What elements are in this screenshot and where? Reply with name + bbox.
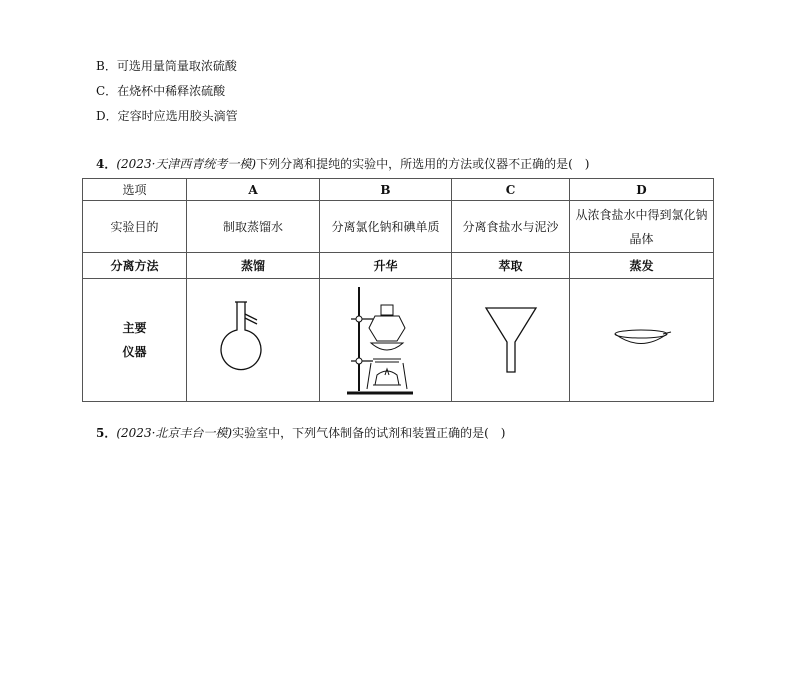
question-5-source: (2023·北京丰台一模) xyxy=(116,426,233,440)
sublimation-setup-icon xyxy=(341,283,431,398)
method-label: 分离方法 xyxy=(83,253,187,279)
distillation-flask-icon xyxy=(213,300,293,380)
goal-d: 从浓食盐水中得到氯化钠晶体 xyxy=(570,201,714,253)
question-4-source: (2023·天津西青统考一模) xyxy=(116,157,257,171)
header-c: C xyxy=(452,179,570,201)
table-row-method xyxy=(83,253,714,279)
table-row-goal xyxy=(83,201,714,253)
apparatus-c xyxy=(452,279,570,402)
header-b: B xyxy=(320,179,452,201)
apparatus-a xyxy=(187,279,320,402)
option-d: D．定容时应选用胶头滴管 xyxy=(96,109,238,123)
apparatus-label-line1: 主要 xyxy=(122,321,147,335)
method-b: 升华 xyxy=(320,253,452,279)
question-5 xyxy=(96,425,505,441)
header-option: 选项 xyxy=(83,179,187,201)
question-4 xyxy=(96,156,589,172)
apparatus-label xyxy=(83,279,187,402)
table-row-header xyxy=(83,179,714,201)
option-c: C．在烧杯中稀释浓硫酸 xyxy=(96,84,226,98)
apparatus-d xyxy=(570,279,714,402)
option-b: B．可选用量筒量取浓硫酸 xyxy=(96,59,237,73)
funnel-icon xyxy=(476,300,546,380)
apparatus-b xyxy=(320,279,452,402)
goal-b: 分离氯化钠和碘单质 xyxy=(320,201,452,253)
question-5-number: 5． xyxy=(96,426,117,440)
method-a: 蒸馏 xyxy=(187,253,320,279)
question-4-text: 下列分离和提纯的实验中，所选用的方法或仪器不正确的是( ) xyxy=(256,157,590,171)
question-4-number: 4． xyxy=(96,157,117,171)
method-c: 萃取 xyxy=(452,253,570,279)
goal-a: 制取蒸馏水 xyxy=(187,201,320,253)
evaporating-dish-icon xyxy=(607,325,677,355)
question-5-text: 实验室中，下列气体制备的试剂和装置正确的是( ) xyxy=(232,426,506,440)
goal-c: 分离食盐水与泥沙 xyxy=(452,201,570,253)
header-d: D xyxy=(570,179,714,201)
table-row-apparatus xyxy=(83,279,714,402)
separation-table xyxy=(82,178,714,402)
method-d: 蒸发 xyxy=(570,253,714,279)
goal-label: 实验目的 xyxy=(83,201,187,253)
apparatus-label-line2: 仪器 xyxy=(122,345,147,359)
header-a: A xyxy=(187,179,320,201)
